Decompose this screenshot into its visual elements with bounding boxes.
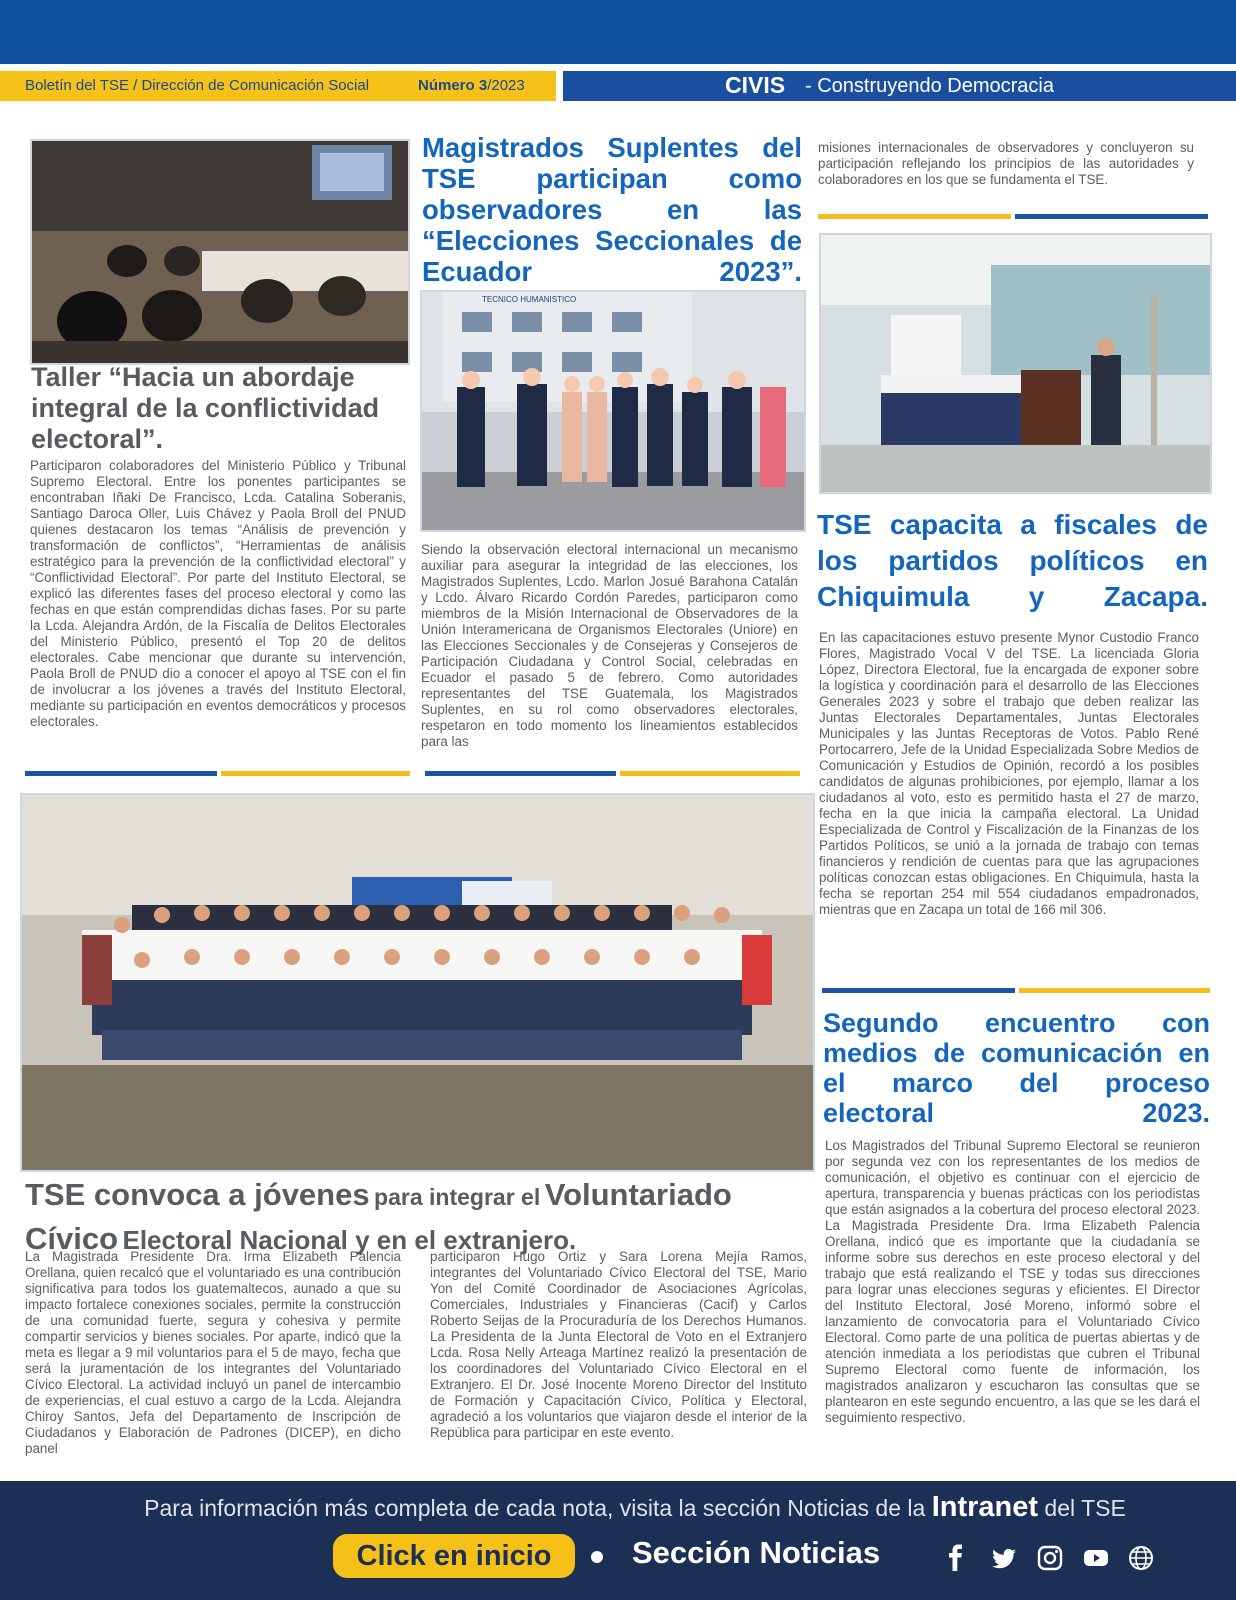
magistrados-photo-sign: TECNICO HUMANISTICO xyxy=(482,295,577,304)
facebook-icon[interactable] xyxy=(941,1543,971,1573)
voluntariado-title-part: Cívico xyxy=(25,1221,119,1256)
voluntariado-photo xyxy=(20,793,815,1172)
fiscales-title: TSE capacita a fiscales de los partidos políticos en Chiquimula y Zacapa. xyxy=(817,509,1208,612)
globe-icon[interactable] xyxy=(1126,1543,1156,1573)
voluntariado-title-part: Voluntariado xyxy=(544,1177,732,1212)
divider-yellow xyxy=(620,771,800,776)
footer xyxy=(0,1481,1236,1600)
voluntariado-body-col2: participaron Hugo Ortiz y Sara Lorena Mejía Ramos, integrantes del Voluntariado Cívico Electoral del TSE, Mario Yon del Comité Coordinador de Asociaciones Agrícolas, Comerciales, Industriales y Financieras (Cacif) y Carlos Roberto Seijas de la Procuraduría de los Derechos Humanos. La Presidenta de la Junta Electoral de Voto en el Extranjero Lcda. Rosa Nelly Arteaga Martínez realizó la presentación de los coordinadores del Voluntariado Cívico Electoral en el Extranjero. El Dr. José Inocente Moreno Director del Instituto de Formación y Capacitación Cívico, Política y Electoral, agradeció a los voluntarios que viajaron desde el interior de la República para participar en este evento. xyxy=(430,1249,807,1440)
voluntariado-title-part: TSE convoca a jóvenes xyxy=(25,1177,370,1212)
magistrados-title: Magistrados Suplentes del TSE participan como observadores en las “Elecciones Seccionales de Ecuador 2023”. xyxy=(422,132,802,287)
footer-info-text: Para información más completa de cada nota, visita la sección Noticias de la xyxy=(144,1495,926,1521)
publication-name: Boletín del TSE / Dirección de Comunicación Social xyxy=(25,77,370,94)
separator-dot xyxy=(591,1551,603,1563)
divider-blue xyxy=(1015,214,1208,219)
brand-name: CIVIS xyxy=(725,72,786,98)
issue-number: Número 3/2023 xyxy=(418,77,525,94)
medios-body: Los Magistrados del Tribunal Supremo Electoral se reunieron por segunda vez con los representantes de los medios de comunicación, el objetivo es continuar con el ejercicio de apertura, transparencia y buenas prácticas con los periodistas que están asignados a la cobertura del proceso electoral 2023. La Magistrada Presidente Dra. Irma Elizabeth Palencia Orellana, indicó que es importante que la ciudadanía se informe sobre sus derechos en este proceso electoral y del trabajo que está realizando el TSE y todas sus direcciones para lograr unas elecciones seguras y eficientes. El Director del Instituto Electoral, José Moreno, informó sobre el lanzamiento de convocatoria para el Voluntariado Cívico Electoral. Como parte de una política de puertas abiertas y de atención inmediata a los periodistas que cubren el Tribunal Supremo Electoral como fuente de información, los magistrados analizaron y escucharon las consultas que se plantearon en este segundo encuentro, a las que se les dará el seguimiento respectivo. xyxy=(825,1138,1200,1425)
brand-tagline: - Construyendo Democracia xyxy=(805,75,1054,97)
voluntariado-title-part: para integrar el xyxy=(374,1184,541,1210)
magistrados-body: Siendo la observación electoral internacional un mecanismo auxiliar para asegurar la integridad de las elecciones, los Magistrados Suplentes, Lcdo. Marlon Josué Barahona Catalán y Lcdo. Álvaro Ricardo Cordón Paredes, participaron como miembros de la Misión Internacional de Observadores de la Unión Interamericana de Organismos Electorales (Uniore) en las Elecciones Seccionales y de Consejeras y Consejeros de Participación Ciudadana y Control Social, celebradas en Ecuador el pasado 5 de febrero. Como autoridades representantes del TSE Guatemala, los Magistrados Suplentes, en su rol como observadores electorales, respetaron en todo momento los lineamientos establecidos para las xyxy=(421,542,798,749)
medios-title: Segundo encuentro con medios de comunicación en el marco del proceso electoral 2023. xyxy=(823,1008,1210,1128)
voluntariado-title-part: Electoral Nacional y en el extranjero. xyxy=(122,1225,577,1255)
footer-info-suffix: del TSE xyxy=(1044,1495,1126,1521)
voluntariado-body-col1: La Magistrada Presidente Dra. Irma Elizabeth Palencia Orellana, quien recalcó que el voluntariado es una contribución significativa para todos los guatemaltecos, aunado a que su impacto fortalece conexiones sociales, permite la construcción de una comunidad fuerte, segura y cohesiva y permite compartir servicios y bienes sociales. Por aparte, indicó que la meta es llegar a 9 mil voluntarios para el 5 de mayo, fecha que será la juramentación de los integrantes del Voluntariado Cívico Electoral. La actividad incluyó un panel de intercambio de experiencias, el cual estuvo a cargo de la Lcda. Alejandra Chiroy Santos, Jefa del Departamento de Inscripción de Ciudadanos y Elaboración de Padrones (DICEP), en dicho panel xyxy=(25,1249,401,1456)
divider-blue xyxy=(822,988,1015,993)
instagram-icon[interactable] xyxy=(1035,1543,1065,1573)
taller-title: Taller “Hacia un abordaje integral de la conflictividad electoral”. xyxy=(31,362,380,454)
fiscales-body: En las capacitaciones estuvo presente Mynor Custodio Franco Flores, Magistrado Vocal V del TSE. La licenciada Gloria López, Directora Electoral, fue la encargada de exponer sobre la logística y coordinación para el desarrollo de las Elecciones Generales 2023 y sobre el trabajo que deben realizar las Juntas Electorales Departamentales, Juntas Electorales Municipales y las Juntas Receptoras de Votos. Pablo René Portocarrero, Jefe de la Unidad Especializada Sobre Medios de Comunicación y Estudios de Opinión, recordó a los posibles candidatos de algunas prohibiciones, por ejemplo, llamar a los ciudadanos al voto, esto es permitido hasta el 27 de marzo, fecha en la que inicia la campaña electoral. La Unidad Especializada de Control y Fiscalización de la Finanzas de los Partidos Políticos, se unió a la jornada de trabajo con temas financieros y rendición de cuentas para que las agrupaciones políticas conozcan estas obligaciones. En Chiquimula, hasta la fecha se reportan 254 mil 554 ciudadanos empadronados, mientras que en Zacapa un total de 166 mil 306. xyxy=(819,630,1199,917)
fiscales-photo xyxy=(819,233,1212,494)
click-en-inicio-button[interactable]: Click en inicio xyxy=(333,1534,575,1578)
magistrados-body-continued: misiones internacionales de observadores y concluyeron su participación reflejando los principios de las autoridades y colaboradores en los que se fundamenta el TSE. xyxy=(818,140,1194,187)
divider-yellow xyxy=(818,214,1011,219)
footer-info xyxy=(0,1491,1236,1524)
youtube-icon[interactable] xyxy=(1081,1543,1111,1573)
twitter-icon[interactable] xyxy=(989,1543,1019,1573)
divider-blue xyxy=(25,771,217,776)
divider-yellow xyxy=(1019,988,1210,993)
intranet-link[interactable]: Intranet xyxy=(931,1491,1039,1523)
magistrados-photo xyxy=(420,290,806,532)
seccion-noticias-link[interactable]: Sección Noticias xyxy=(632,1535,881,1570)
top-banner xyxy=(0,0,1236,64)
brand-bar xyxy=(563,71,1236,101)
taller-body: Participaron colaboradores del Ministerio Público y Tribunal Supremo Electoral. Entre los ponentes participantes se encontraban Iñaki De Francisco, Lcda. Catalina Soberanis, Santiago Daroca Oller, Luis Chávez y Paola Broll del PNUD quienes destacaron los temas “Análisis de prevención y transformación de conflictos”, “Herramientas de análisis estratégico para la prevención de la conflictividad electoral” y “Conflictividad Electoral”. Por parte del Instituto Electoral, se explicó las diferentes fases del proceso electoral y como las fechas en que están comprendidas dichas fases. Por su parte la Lcda. Alejandra Ardón, de la Fiscalía de Delitos Electorales del Ministerio Público, presentó el Top 20 de delitos electorales. Cabe mencionar que durante su intervención, Paola Broll de PNUD dio a conocer el apoyo al TSE con el fin de involucrar a los jóvenes a través del Instituto Electoral, mediante su participación en eventos democráticos y procesos electorales. xyxy=(30,458,406,729)
publication-bar xyxy=(0,71,556,101)
taller-photo xyxy=(30,139,410,365)
divider-blue xyxy=(425,771,616,776)
divider-yellow xyxy=(221,771,410,776)
